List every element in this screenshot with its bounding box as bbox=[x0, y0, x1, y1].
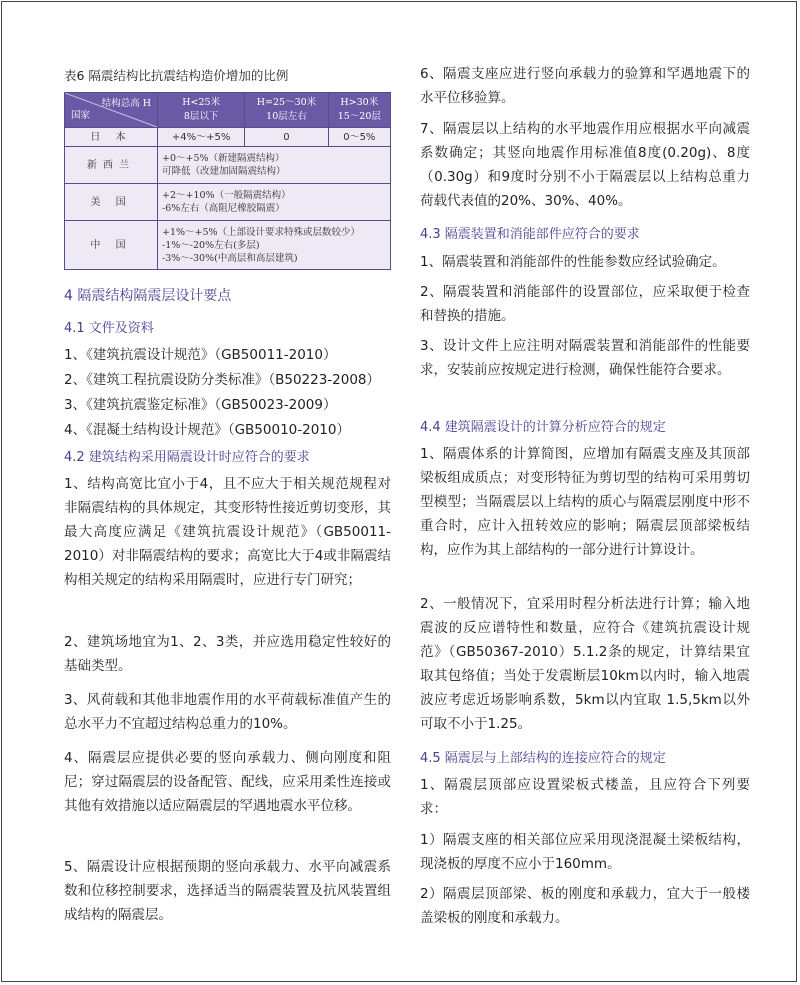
paragraph: 2）隔震层顶部梁、板的刚度和承载力，宜大于一般楼盖梁板的刚度和承载力。 bbox=[420, 886, 750, 926]
reference-item: 4、《混凝土结构设计规范》（GB50010-2010） bbox=[64, 422, 350, 438]
section-4-title: 4 隔震结构隔震层设计要点 bbox=[64, 288, 232, 304]
paragraph: 7、隔震层以上结构的水平地震作用应根据水平向减震系数确定；其竖向地震作用标准值8度(0.20g)、8度（0.30g）和9度时分别不小于隔震层以上结构总重力荷载代表值的20%、30%、40%。 bbox=[420, 121, 750, 209]
table-header-row bbox=[65, 93, 391, 128]
table-cell: +0～+5%（新建隔震结构） 可降低（改建加固隔震结构） bbox=[158, 147, 391, 184]
paragraph: 3、设计文件上应注明对隔震装置和消能部件的性能要求，安装前应按规定进行检测，确保性能符合要求。 bbox=[420, 338, 750, 378]
corner-label-height: 结构总高 H bbox=[101, 98, 151, 109]
table-caption: 表6 隔震结构比抗震结构造价增加的比例 bbox=[64, 68, 289, 83]
reference-item: 2、《建筑工程抗震设防分类标准》（B50223-2008） bbox=[64, 372, 381, 388]
cost-ratio-table bbox=[64, 92, 391, 270]
paragraph: 1、隔震装置和消能部件的性能参数应经试验确定。 bbox=[420, 254, 726, 270]
paragraph: 3、风荷载和其他非地震作用的水平荷载标准值产生的总水平力不宜超过结构总重力的10%。 bbox=[64, 692, 391, 732]
section-4-2-title: 4.2 建筑结构采用隔震设计时应符合的要求 bbox=[64, 450, 310, 465]
section-4-5-title: 4.5 隔震层与上部结构的连接应符合的规定 bbox=[420, 751, 666, 766]
paragraph: 1、隔震体系的计算简图，应增加有隔震支座及其顶部梁板组成质点；对变形特征为剪切型的结构可采用剪切型模型；当隔震层以上结构的质心与隔震层刚度中形不重合时，应计入扭转效应的影响；隔震层顶部梁板结构，应作为其上部结构的一部分进行计算设计。 bbox=[420, 446, 750, 558]
table-cell: +2～+10%（一般隔震结构） -6%左右（高阻尼橡胶隔震） bbox=[158, 184, 391, 221]
country-cell: 日 本 bbox=[65, 128, 158, 147]
section-4-1-title: 4.1 文件及资料 bbox=[64, 321, 154, 336]
table-cell: 0 bbox=[245, 128, 328, 147]
table-row bbox=[65, 147, 391, 184]
table-row bbox=[65, 184, 391, 221]
reference-item: 3、《建筑抗震鉴定标准》（GB50023-2009） bbox=[64, 397, 337, 413]
country-cell: 中 国 bbox=[65, 221, 158, 270]
table-cell: +1%～+5%（上部设计要求特殊或层数较少） -1%～-20%左右(多层) -3%～-30%(中高层和高层建筑) bbox=[158, 221, 391, 270]
paragraph: 6、隔震支座应进行竖向承载力的验算和罕遇地震下的水平位移验算。 bbox=[420, 66, 750, 106]
column-header: H=25～30米 10层左右 bbox=[245, 93, 328, 128]
paragraph: 1、隔震层顶部应设置梁板式楼盖，且应符合下列要求： bbox=[420, 777, 750, 817]
paragraph: 5、隔震设计应根据预期的竖向承载力、水平向减震系数和位移控制要求，选择适当的隔震装置及抗风装置组成结构的隔震层。 bbox=[64, 859, 391, 923]
paragraph: 2、建筑场地宜为1、2、3类，并应选用稳定性较好的基础类型。 bbox=[64, 634, 391, 674]
table-row bbox=[65, 221, 391, 270]
country-cell: 新西兰 bbox=[65, 147, 158, 184]
corner-label-country: 国家 bbox=[71, 110, 91, 121]
paragraph: 1、结构高宽比宜小于4，且不应大于相关规范规程对非隔震结构的具体规定，其变形特性接近剪切变形，其最大高度应满足《建筑抗震设计规范》（GB50011-2010）对非隔震结构的要求；高宽比大于4或非隔震结构相关规定的结构采用隔震时，应进行专门研究； bbox=[64, 476, 391, 588]
column-header: H>30米 15～20层 bbox=[328, 93, 390, 128]
paragraph: 4、隔震层应提供必要的竖向承载力、侧向刚度和阻尼；穿过隔震层的设备配管、配线，应采用柔性连接或其他有效措施以适应隔震层的罕遇地震水平位移。 bbox=[64, 750, 391, 814]
table-row bbox=[65, 128, 391, 147]
table-corner-cell bbox=[65, 93, 158, 128]
section-4-4-title: 4.4 建筑隔震设计的计算分析应符合的规定 bbox=[420, 420, 666, 435]
table-cell: 0～5% bbox=[328, 128, 390, 147]
section-4-3-title: 4.3 隔震装置和消能部件应符合的要求 bbox=[420, 227, 640, 242]
paragraph: 2、一般情况下，宜采用时程分析法进行计算；输入地震波的反应谱特性和数量，应符合《建筑抗震设计规范》（GB50367-2010）5.1.2条的规定，计算结果宜取其包络值；当处于发震断层10km以内时，输入地震波应考虑近场影响系数，5km以内宜取 1.5,5km以外可取不小于1.25。 bbox=[420, 596, 750, 732]
table-cell: +4%～+5% bbox=[158, 128, 245, 147]
reference-item: 1、《建筑抗震设计规范》（GB50011-2010） bbox=[64, 347, 337, 363]
paragraph: 2、隔震装置和消能部件的设置部位，应采取便于检查和替换的措施。 bbox=[420, 284, 750, 324]
column-header: H<25米 8层以下 bbox=[158, 93, 245, 128]
paragraph: 1）隔震支座的相关部位应采用现浇混凝土梁板结构，现浇板的厚度不应小于160mm。 bbox=[420, 832, 750, 872]
country-cell: 美 国 bbox=[65, 184, 158, 221]
